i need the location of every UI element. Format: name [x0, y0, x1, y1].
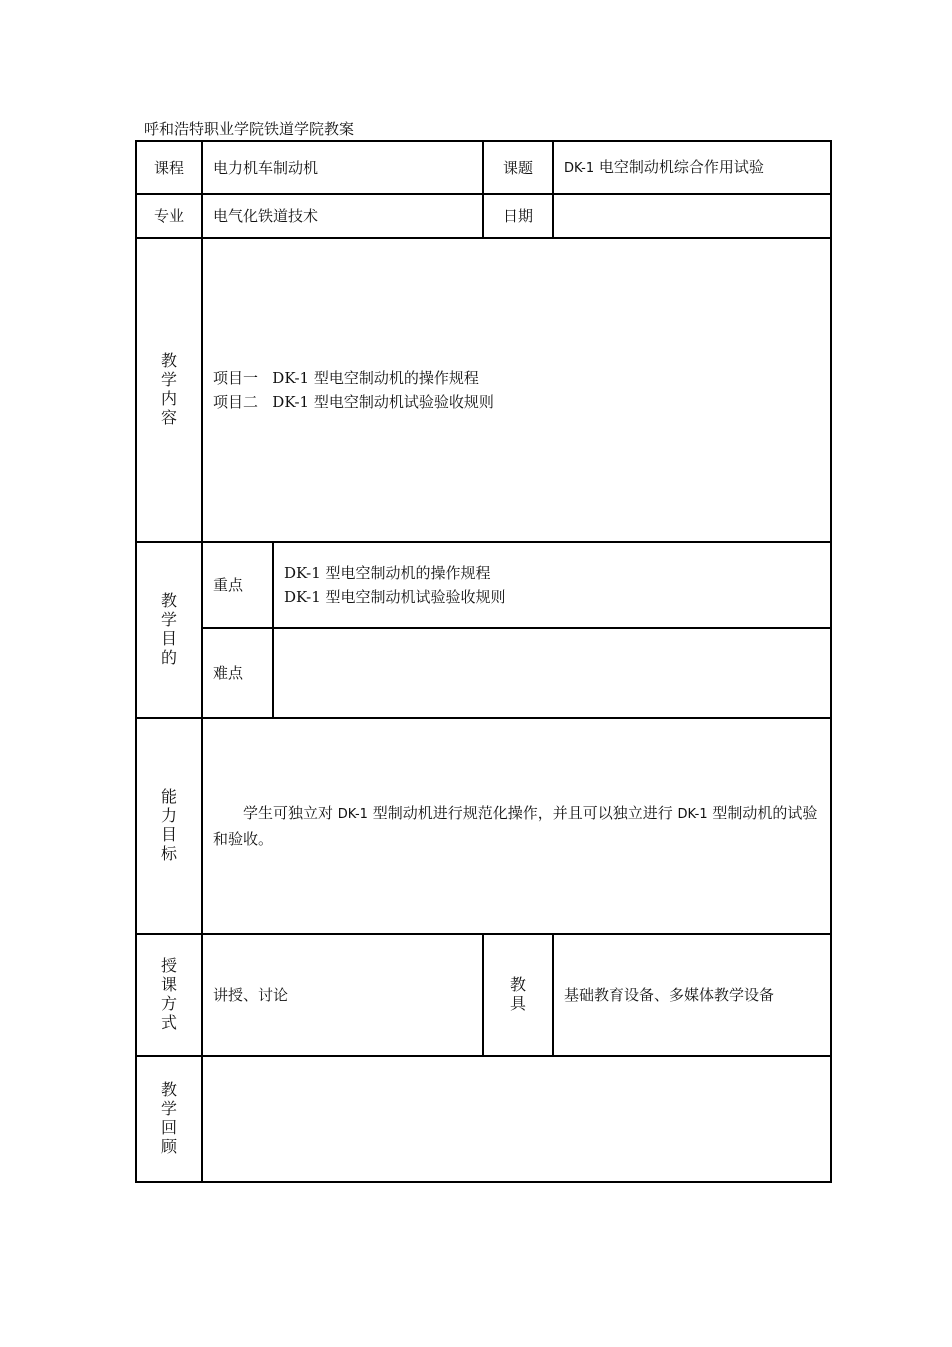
teaching-method-value: 讲授、讨论 — [202, 934, 483, 1056]
lesson-plan-table — [135, 140, 832, 1183]
difficulty-row — [136, 628, 831, 718]
content-line-1: 项目一 DK-1 型电空制动机的操作规程 — [213, 369, 479, 387]
content-line-2: 项目二 DK-1 型电空制动机试验验收规则 — [213, 393, 494, 411]
teaching-objective-label — [136, 542, 202, 718]
course-label: 课程 — [136, 141, 202, 194]
key-points-value — [273, 542, 831, 628]
key-points-row — [136, 542, 831, 628]
teaching-review-value — [202, 1056, 831, 1182]
ability-text-3: 型制动机进行规范化操作，并且可以独立进行 — [367, 804, 678, 822]
teaching-method-label — [136, 934, 202, 1056]
date-value — [553, 194, 831, 238]
teaching-method-label-text: 授课方式 — [160, 955, 177, 1032]
major-value: 电气化铁道技术 — [202, 194, 483, 238]
topic-value-prefix: DK-1 — [564, 160, 595, 176]
course-value: 电力机车制动机 — [202, 141, 483, 194]
teaching-review-label-text: 教学回顾 — [160, 1079, 177, 1156]
teaching-content-value — [202, 238, 831, 542]
ability-text-4: DK-1 — [677, 807, 708, 822]
topic-value — [553, 141, 831, 194]
ability-text-5: 型制动机的试验和验收。 — [213, 804, 818, 848]
teaching-review-label — [136, 1056, 202, 1182]
ability-goal-label-text: 能力目标 — [160, 786, 177, 863]
teaching-content-row — [136, 238, 831, 542]
key-point-1: DK-1 型电空制动机的操作规程 — [284, 564, 491, 582]
teaching-tools-label — [483, 934, 553, 1056]
course-row — [136, 141, 831, 194]
ability-text-2: DK-1 — [337, 807, 368, 822]
teaching-method-row — [136, 934, 831, 1056]
difficulty-value — [273, 628, 831, 718]
major-label: 专业 — [136, 194, 202, 238]
teaching-tools-value: 基础教育设备、多媒体教学设备 — [553, 934, 831, 1056]
ability-text-1: 学生可独立对 — [243, 804, 338, 822]
teaching-tools-label-text: 教具 — [510, 974, 527, 1013]
date-label: 日期 — [483, 194, 553, 238]
document-heading: 呼和浩特职业学院铁道学院教案 — [144, 120, 355, 138]
teaching-content-label — [136, 238, 202, 542]
ability-goal-row — [136, 718, 831, 934]
teaching-content-label-text: 教学内容 — [160, 350, 177, 427]
ability-goal-label — [136, 718, 202, 934]
teaching-review-row — [136, 1056, 831, 1182]
difficulty-label: 难点 — [202, 628, 273, 718]
teaching-objective-label-text: 教学目的 — [160, 590, 177, 667]
ability-goal-value — [202, 718, 831, 934]
topic-label: 课题 — [483, 141, 553, 194]
topic-value-rest: 电空制动机综合作用试验 — [594, 157, 764, 176]
key-points-label: 重点 — [202, 542, 273, 628]
major-row — [136, 194, 831, 238]
key-point-2: DK-1 型电空制动机试验验收规则 — [284, 588, 506, 606]
